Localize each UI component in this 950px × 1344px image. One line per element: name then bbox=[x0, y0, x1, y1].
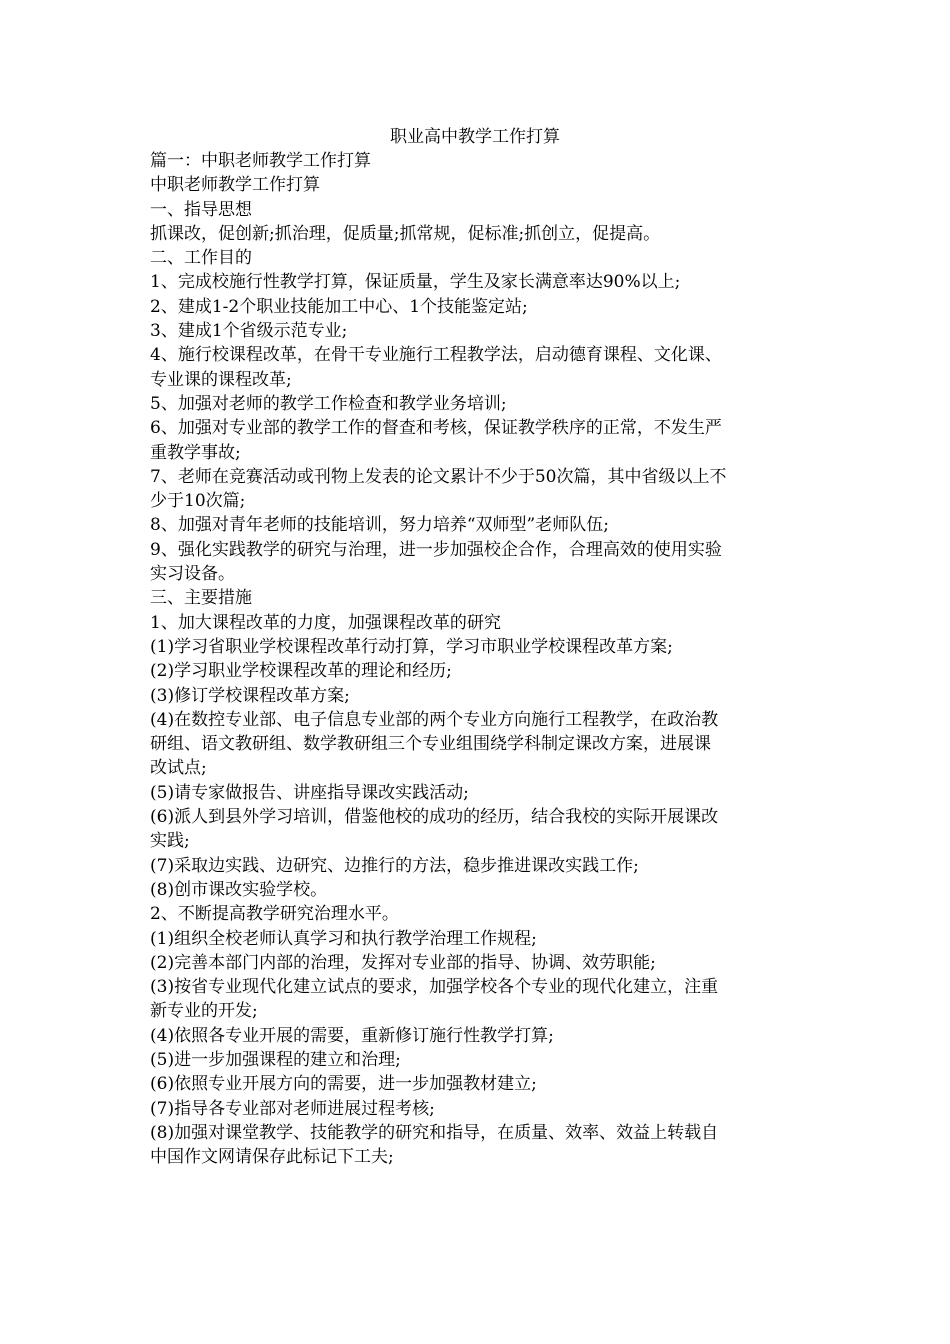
text-line: (7)指导各专业部对老师进展过程考核; bbox=[150, 1098, 435, 1119]
text-line: 重教学事故; bbox=[150, 442, 241, 463]
text-line: (1)学习省职业学校课程改革行动打算，学习市职业学校课程改革方案; bbox=[150, 636, 673, 657]
text-line: 一、指导思想 bbox=[150, 199, 252, 220]
text-line: 4、施行校课程改革，在骨干专业施行工程教学法，启动德育课程、文化课、 bbox=[150, 345, 722, 366]
text-line: 专业课的课程改革; bbox=[150, 369, 292, 390]
text-line: 6、加强对专业部的教学工作的督查和考核，保证教学秩序的正常，不发生严 bbox=[150, 418, 722, 439]
text-line: 抓课改，促创新;抓治理，促质量;抓常规，促标准;抓创立，促提高。 bbox=[150, 223, 661, 244]
text-line: 实践; bbox=[150, 831, 190, 852]
text-line: (8)加强对课堂教学、技能教学的研究和指导，在质量、效率、效益上转载自 bbox=[150, 1122, 719, 1143]
text-line: 实习设备。 bbox=[150, 564, 235, 585]
text-line: 8、加强对青年老师的技能培训，努力培养“双师型”老师队伍; bbox=[150, 515, 609, 536]
text-line: 1、加大课程改革的力度，加强课程改革的研究 bbox=[150, 612, 501, 633]
text-line: 7、老师在竞赛活动或刊物上发表的论文累计不少于50次篇，其中省级以上不 bbox=[150, 466, 727, 487]
text-line: 2、建成1-2个职业技能加工中心、1个技能鉴定站; bbox=[150, 296, 528, 317]
text-line: 二、工作目的 bbox=[150, 248, 252, 269]
text-line: 改试点; bbox=[150, 758, 207, 779]
text-line: 少于10次篇; bbox=[150, 491, 246, 512]
text-line: 1、完成校施行性教学打算，保证质量，学生及家长满意率达90%以上; bbox=[150, 272, 681, 293]
text-line: (7)采取边实践、边研究、边推行的方法，稳步推进课改实践工作; bbox=[150, 855, 639, 876]
text-line: (2)学习职业学校课程改革的理论和经历; bbox=[150, 661, 452, 682]
text-line: 9、强化实践教学的研究与治理，进一步加强校企合作，合理高效的使用实验 bbox=[150, 539, 722, 560]
text-line: 2、不断提高教学研究治理水平。 bbox=[150, 904, 399, 925]
text-line: (4)在数控专业部、电子信息专业部的两个专业方向施行工程教学，在政治教 bbox=[150, 709, 719, 730]
document-title: 职业高中教学工作打算 bbox=[390, 127, 560, 147]
text-line: 篇一：中职老师教学工作打算 bbox=[150, 151, 371, 171]
text-line: 新专业的开发; bbox=[150, 1001, 258, 1022]
text-line: (2)完善本部门内部的治理，发挥对专业部的指导、协调、效劳职能; bbox=[150, 952, 656, 973]
text-line: (3)按省专业现代化建立试点的要求，加强学校各个专业的现代化建立，注重 bbox=[150, 977, 719, 998]
document-body bbox=[150, 149, 810, 1169]
text-line: 3、建成1个省级示范专业; bbox=[150, 321, 348, 342]
text-line: (1)组织全校老师认真学习和执行教学治理工作规程; bbox=[150, 928, 537, 949]
text-line: (3)修订学校课程改革方案; bbox=[150, 685, 350, 706]
text-line: (6)派人到县外学习培训，借鉴他校的成功的经历，结合我校的实际开展课改 bbox=[150, 807, 719, 828]
text-line: (6)依照专业开展方向的需要，进一步加强教材建立; bbox=[150, 1074, 537, 1095]
text-line: (8)创市课改实验学校。 bbox=[150, 879, 328, 900]
text-line: 三、主要措施 bbox=[150, 588, 252, 609]
text-line: 中职老师教学工作打算 bbox=[150, 175, 320, 196]
text-line: 中国作文网请保存此标记下工夫; bbox=[150, 1147, 394, 1168]
text-line: 5、加强对老师的教学工作检查和教学业务培训; bbox=[150, 393, 507, 414]
text-line: (5)进一步加强课程的建立和治理; bbox=[150, 1049, 401, 1070]
text-line: 研组、语文教研组、数学教研组三个专业组围绕学科制定课改方案，进展课 bbox=[150, 734, 711, 755]
text-line: (4)依照各专业开展的需要，重新修订施行性教学打算; bbox=[150, 1025, 554, 1046]
text-line: (5)请专家做报告、讲座指导课改实践活动; bbox=[150, 782, 469, 803]
